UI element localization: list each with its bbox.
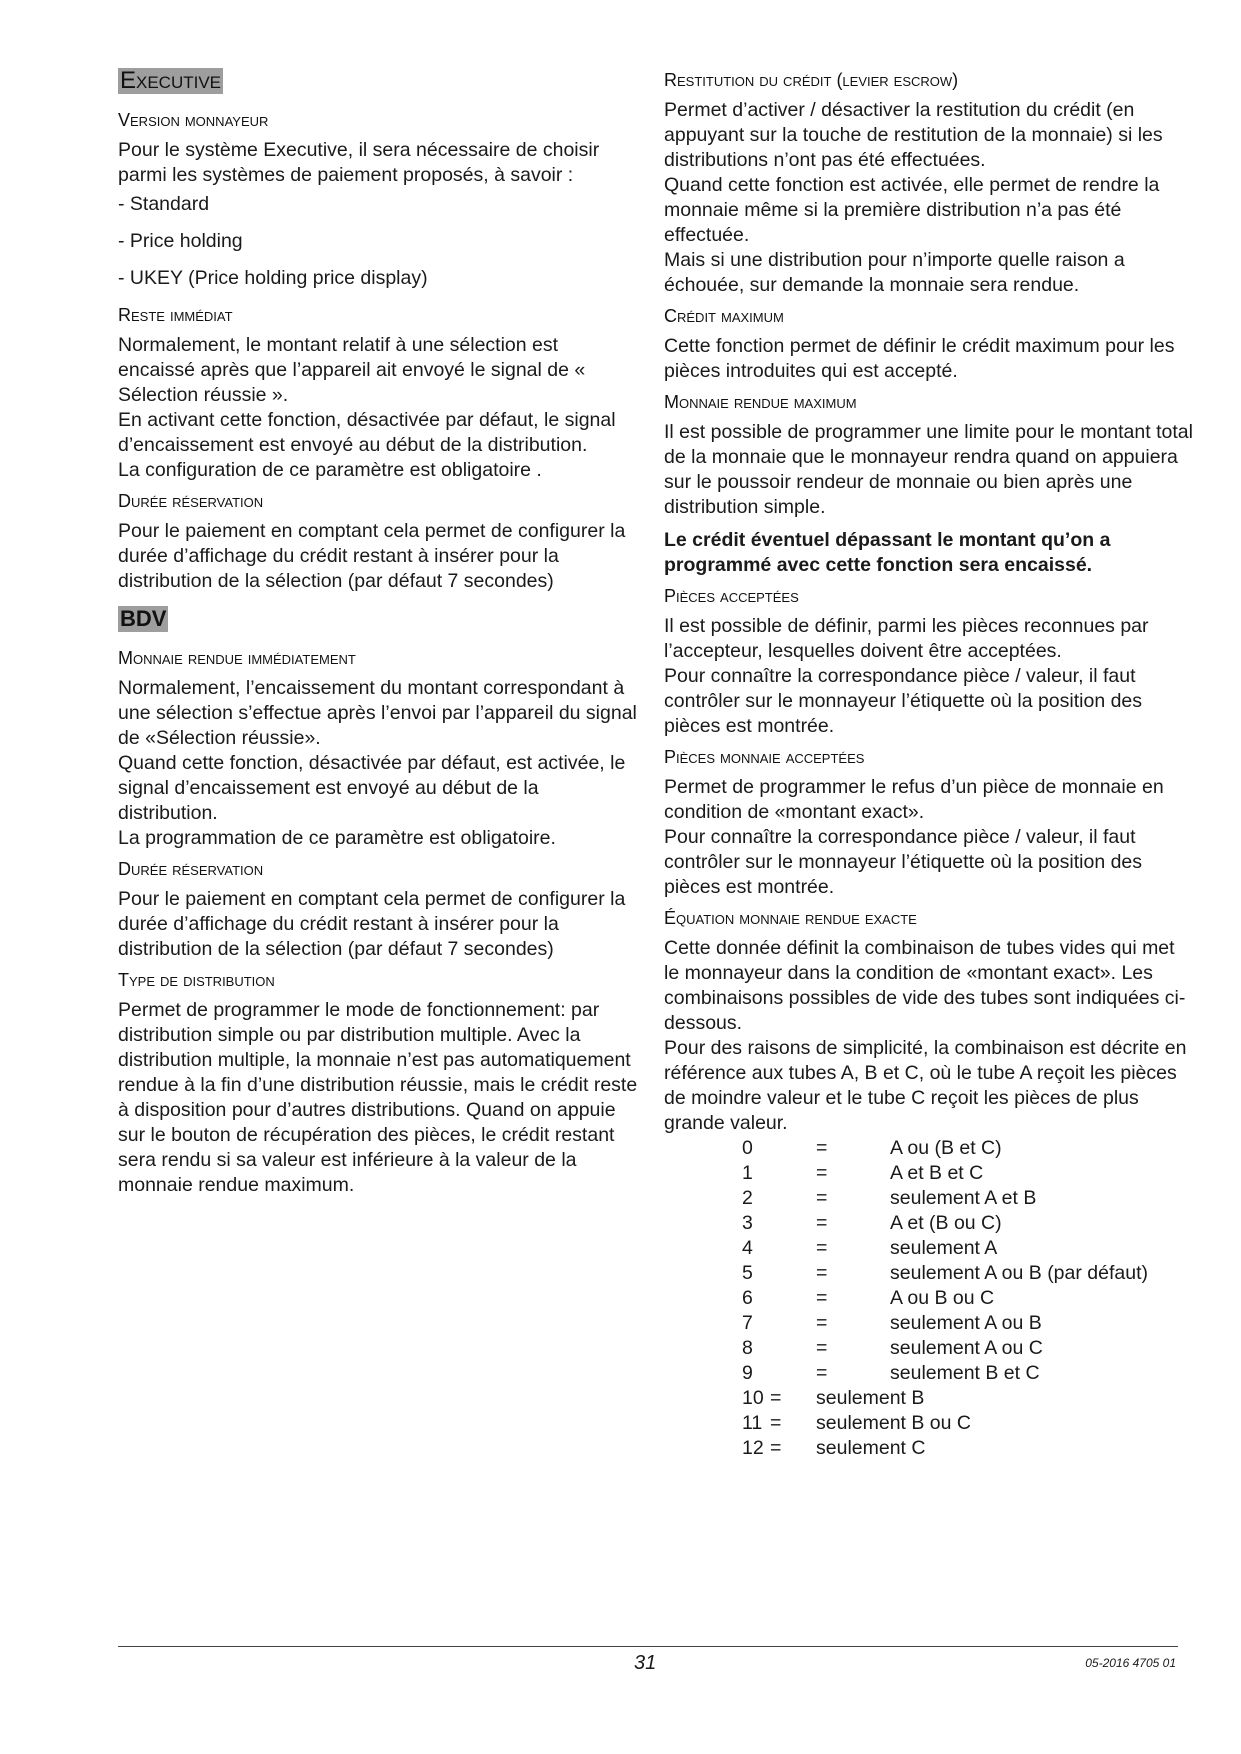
credit-maximum-text: Cette fonction permet de définir le crédit maximum pour les pièces introduites qui est accepté. [664, 335, 1175, 382]
pieces-monnaie-text: Permet de programmer le refus d’un pièce de monnaie en condition de «montant exact». [664, 776, 1164, 823]
equation-sign: = [816, 1262, 828, 1284]
list-item: - Standard [118, 193, 210, 215]
equation-number: 12 [742, 1437, 764, 1459]
equation-number: 11 [742, 1412, 763, 1434]
equation-row [664, 1211, 1194, 1236]
subsection-title-monnaie-rendue-immediatement: Monnaie rendue immédiatement [118, 648, 356, 668]
equation-row [664, 1261, 1194, 1286]
subsection-title-monnaie-rendue-maximum: Monnaie rendue maximum [664, 392, 857, 412]
equation-number: 0 [742, 1137, 753, 1159]
equation-row [664, 1336, 1194, 1361]
equation-sign: = [770, 1412, 782, 1434]
monnaie-rendue-text: Normalement, l’encaissement du montant correspondant à une sélection s’effectue après l’envoi par l’appareil du signal de «Sélection réussie». [118, 677, 637, 749]
equation-value: A ou B ou C [890, 1287, 995, 1309]
section-title-bdv: BDV [120, 606, 167, 631]
equation-sign: = [816, 1287, 828, 1309]
list-item: - Price holding [118, 230, 243, 252]
equation-number: 4 [742, 1237, 753, 1259]
equation-value: seulement A ou B (par défaut) [890, 1262, 1148, 1284]
equation-value: seulement A [890, 1237, 998, 1259]
document-code: 05-2016 4705 01 [1085, 1656, 1176, 1670]
equation-value: A et B et C [890, 1162, 984, 1184]
monnaie-rendue-maximum-warning: Le crédit éventuel dépassant le montant qu’on a programmé avec cette fonction sera encaissé. [664, 529, 1111, 576]
footer-divider [118, 1646, 1178, 1647]
duree-reservation-text: Pour le paiement en comptant cela permet de configurer la durée d’affichage du crédit restant à insérer pour la distribution de la sélection (par défaut 7 secondes) [118, 520, 626, 592]
pieces-acceptees-text: Il est possible de définir, parmi les pièces reconnues par l’accepteur, lesquelles doivent être acceptées. [664, 615, 1149, 662]
subsection-title-duree-reservation: Durée réservation [118, 491, 264, 511]
subsection-title-version-monnayeur: Version monnayeur [118, 110, 269, 130]
duree-reservation-text: Pour le paiement en comptant cela permet de configurer la durée d’affichage du crédit restant à insérer pour la distribution de la sélection (par défaut 7 secondes) [118, 888, 626, 960]
equation-number: 8 [742, 1337, 753, 1359]
equation-sign: = [816, 1237, 828, 1259]
reste-immediat-text: Normalement, le montant relatif à une sélection est encaissé après que l’appareil ait envoyé le signal de « Sélection réussie ». [118, 334, 586, 406]
equation-number: 1 [742, 1162, 753, 1184]
reste-immediat-text: En activant cette fonction, désactivée par défaut, le signal d’encaissement est envoyé au début de la distribution. [118, 409, 616, 456]
equation-value: seulement A ou B [890, 1312, 1042, 1334]
equation-value: seulement B [816, 1387, 925, 1409]
subsection-title-pieces-acceptees: Pièces acceptées [664, 586, 799, 606]
equation-sign: = [770, 1437, 782, 1459]
equation-row [664, 1186, 1194, 1211]
equation-row [664, 1136, 1194, 1161]
subsection-title-credit-maximum: Crédit maximum [664, 306, 784, 326]
equation-number: 3 [742, 1212, 753, 1234]
equation-value: seulement C [816, 1437, 926, 1459]
list-item: - UKEY (Price holding price display) [118, 267, 428, 289]
equation-list [664, 1136, 1194, 1461]
restitution-text: Permet d’activer / désactiver la restitution du crédit (en appuyant sur la touche de restitution de la monnaie) si les distributions n’ont pas été effectuées. [664, 99, 1163, 171]
equation-row [664, 1361, 1194, 1386]
equation-number: 5 [742, 1262, 753, 1284]
equation-value: seulement B ou C [816, 1412, 972, 1434]
equation-value: A ou (B et C) [890, 1137, 1002, 1159]
subsection-title-pieces-monnaie-acceptees: Pièces monnaie acceptées [664, 747, 865, 767]
version-monnayeur-text: Pour le système Executive, il sera nécessaire de choisir parmi les systèmes de paiement proposés, à savoir : [118, 139, 600, 186]
monnaie-rendue-text: La programmation de ce paramètre est obligatoire. [118, 827, 556, 849]
equation-text: Pour des raisons de simplicité, la combinaison est décrite en référence aux tubes A, B et C, où le tube A reçoit les pièces de moindre valeur et le tube C reçoit les pièces de plus grande valeur. [664, 1037, 1187, 1134]
equation-sign: = [816, 1187, 828, 1209]
equation-text: Cette donnée définit la combinaison de tubes vides qui met le monnayeur dans la condition de «montant exact». Les combinaisons possibles de vide des tubes sont indiquées ci-dessous. [664, 937, 1186, 1034]
pieces-monnaie-text: Pour connaître la correspondance pièce / valeur, il faut contrôler sur le monnayeur l’étiquette où la position des pièces est montrée. [664, 826, 1143, 898]
equation-sign: = [816, 1312, 828, 1334]
monnaie-rendue-text: Quand cette fonction, désactivée par défaut, est activée, le signal d’encaissement est envoyé au début de la distribution. [118, 752, 626, 824]
equation-row [664, 1286, 1194, 1311]
equation-number: 7 [742, 1312, 753, 1334]
equation-sign: = [816, 1337, 828, 1359]
equation-sign: = [816, 1137, 828, 1159]
equation-value: seulement A et B [890, 1187, 1037, 1209]
equation-row [664, 1386, 1194, 1411]
equation-sign: = [816, 1162, 828, 1184]
page-number: 31 [634, 1652, 657, 1674]
restitution-text: Mais si une distribution pour n’importe quelle raison a échouée, sur demande la monnaie sera rendue. [664, 249, 1125, 296]
pieces-acceptees-text: Pour connaître la correspondance pièce / valeur, il faut contrôler sur le monnayeur l’étiquette où la position des pièces est montrée. [664, 665, 1143, 737]
equation-number: 9 [742, 1362, 753, 1384]
subsection-title-reste-immediat: Reste immédiat [118, 305, 233, 325]
left-column [118, 68, 640, 1198]
equation-number: 6 [742, 1287, 753, 1309]
subsection-title-equation-monnaie: Équation monnaie rendue exacte [664, 908, 917, 928]
subsection-title-type-distribution: Type de distribution [118, 970, 275, 990]
type-distribution-text: Permet de programmer le mode de fonctionnement: par distribution simple ou par distribution multiple. Avec la distribution multiple, la monnaie n’est pas automatiquement rendue à la fin d’une distribution réussie, mais le crédit reste à disposition pour d’autres distributions. Quand on appuie sur le bouton de récupération des pièces, le crédit restant sera rendu si sa valeur est inférieure à la valeur de la monnaie rendue maximum. [118, 999, 638, 1196]
equation-row [664, 1411, 1194, 1436]
subsection-title-duree-reservation: Durée réservation [118, 859, 264, 879]
equation-number: 10 [742, 1387, 764, 1409]
equation-sign: = [816, 1212, 828, 1234]
equation-row [664, 1161, 1194, 1186]
section-title-executive: Executive [120, 67, 222, 94]
equation-row [664, 1236, 1194, 1261]
equation-value: A et (B ou C) [890, 1212, 1002, 1234]
subsection-title-restitution-credit: Restitution du crédit (levier escrow) [664, 70, 959, 90]
equation-number: 2 [742, 1187, 753, 1209]
reste-immediat-text: La configuration de ce paramètre est obligatoire . [118, 459, 542, 481]
monnaie-rendue-maximum-text: Il est possible de programmer une limite pour le montant total de la monnaie que le monnayeur rendra quand on appuiera sur le poussoir rendeur de monnaie ou bien après une distribution simple. [664, 421, 1193, 518]
equation-value: seulement A ou C [890, 1337, 1043, 1359]
equation-row [664, 1311, 1194, 1336]
equation-sign: = [770, 1387, 782, 1409]
equation-value: seulement B et C [890, 1362, 1040, 1384]
restitution-text: Quand cette fonction est activée, elle permet de rendre la monnaie même si la première distribution n’a pas été effectuée. [664, 174, 1160, 246]
equation-row [664, 1436, 1194, 1461]
right-column [664, 68, 1194, 1461]
equation-sign: = [816, 1362, 828, 1384]
